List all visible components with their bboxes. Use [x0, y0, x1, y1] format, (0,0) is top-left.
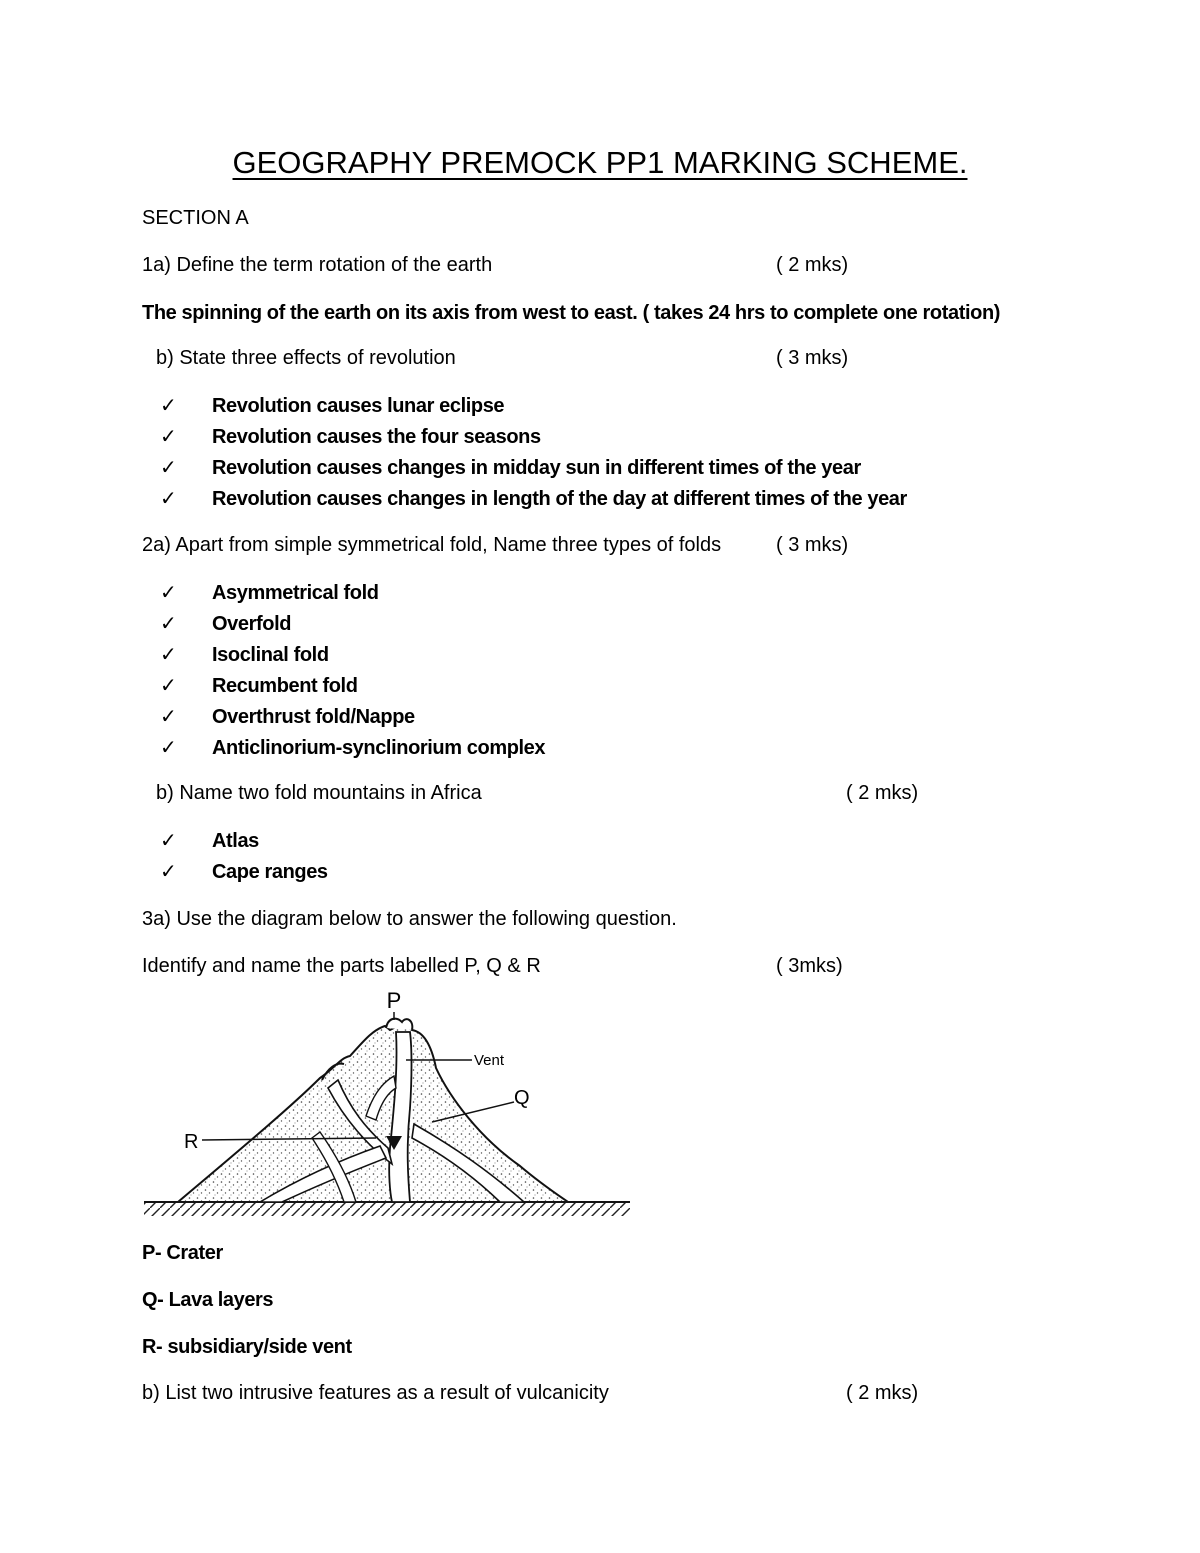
check-icon: ✓ — [160, 455, 177, 479]
q3a-answer-3: R- subsidiary/side vent — [142, 1336, 352, 1358]
check-icon: ✓ — [160, 704, 177, 728]
q3a-intro: 3a) Use the diagram below to answer the following question. — [142, 908, 677, 930]
check-icon: ✓ — [160, 735, 177, 759]
q3b-marks: ( 2 mks) — [846, 1382, 919, 1404]
q1a-answer: The spinning of the earth on its axis from west to east. ( takes 24 hrs to complete one rotation) — [142, 302, 1001, 324]
label-p: P — [386, 988, 402, 1013]
q2a-answer-1: Asymmetrical fold — [212, 582, 379, 604]
q1b-answer-1: Revolution causes lunar eclipse — [212, 395, 505, 417]
crater — [386, 1019, 412, 1030]
check-icon: ✓ — [160, 486, 177, 510]
label-r: R — [184, 1131, 199, 1153]
check-icon: ✓ — [160, 580, 177, 604]
q1b-marks: ( 3 mks) — [776, 347, 849, 369]
q1b-question: b) State three effects of revolution — [156, 347, 456, 369]
q1a-marks: ( 2 mks) — [776, 254, 849, 276]
label-q: Q — [514, 1087, 530, 1109]
page-title: GEOGRAPHY PREMOCK PP1 MARKING SCHEME. — [232, 145, 968, 180]
q2b-answer-2: Cape ranges — [212, 861, 328, 883]
q2a-answer-3: Isoclinal fold — [212, 644, 329, 666]
ground-hatching — [144, 1202, 630, 1216]
check-icon: ✓ — [160, 611, 177, 635]
q2a-marks: ( 3 mks) — [776, 534, 849, 556]
check-icon: ✓ — [160, 859, 177, 883]
q3a-marks: ( 3mks) — [776, 955, 843, 977]
q2b-marks: ( 2 mks) — [846, 782, 919, 804]
section-heading: SECTION A — [142, 207, 249, 229]
q3b-question: b) List two intrusive features as a result of vulcanicity — [142, 1382, 609, 1404]
check-icon: ✓ — [160, 642, 177, 666]
q3a-answer-2: Q- Lava layers — [142, 1289, 274, 1311]
volcano-diagram — [140, 988, 640, 1223]
check-icon: ✓ — [160, 828, 177, 852]
q2a-answer-2: Overfold — [212, 613, 292, 635]
q3a-question: Identify and name the parts labelled P, Q & R — [142, 955, 541, 977]
check-icon: ✓ — [160, 424, 177, 448]
q3a-answer-1: P- Crater — [142, 1242, 223, 1264]
check-icon: ✓ — [160, 393, 177, 417]
q1b-answer-4: Revolution causes changes in length of the day at different times of the year — [212, 488, 907, 510]
q2b-question: b) Name two fold mountains in Africa — [156, 782, 482, 804]
check-icon: ✓ — [160, 673, 177, 697]
q1b-answer-3: Revolution causes changes in midday sun in different times of the year — [212, 457, 861, 479]
q1b-answer-2: Revolution causes the four seasons — [212, 426, 541, 448]
q2a-answer-4: Recumbent fold — [212, 675, 358, 697]
q1a-question: 1a) Define the term rotation of the earth — [142, 254, 493, 276]
q2b-answer-1: Atlas — [212, 830, 259, 852]
q2a-question: 2a) Apart from simple symmetrical fold, Name three types of folds — [142, 534, 722, 556]
q2a-answer-6: Anticlinorium-synclinorium complex — [212, 737, 546, 759]
q2a-answer-5: Overthrust fold/Nappe — [212, 706, 415, 728]
label-vent: Vent — [474, 1052, 505, 1069]
